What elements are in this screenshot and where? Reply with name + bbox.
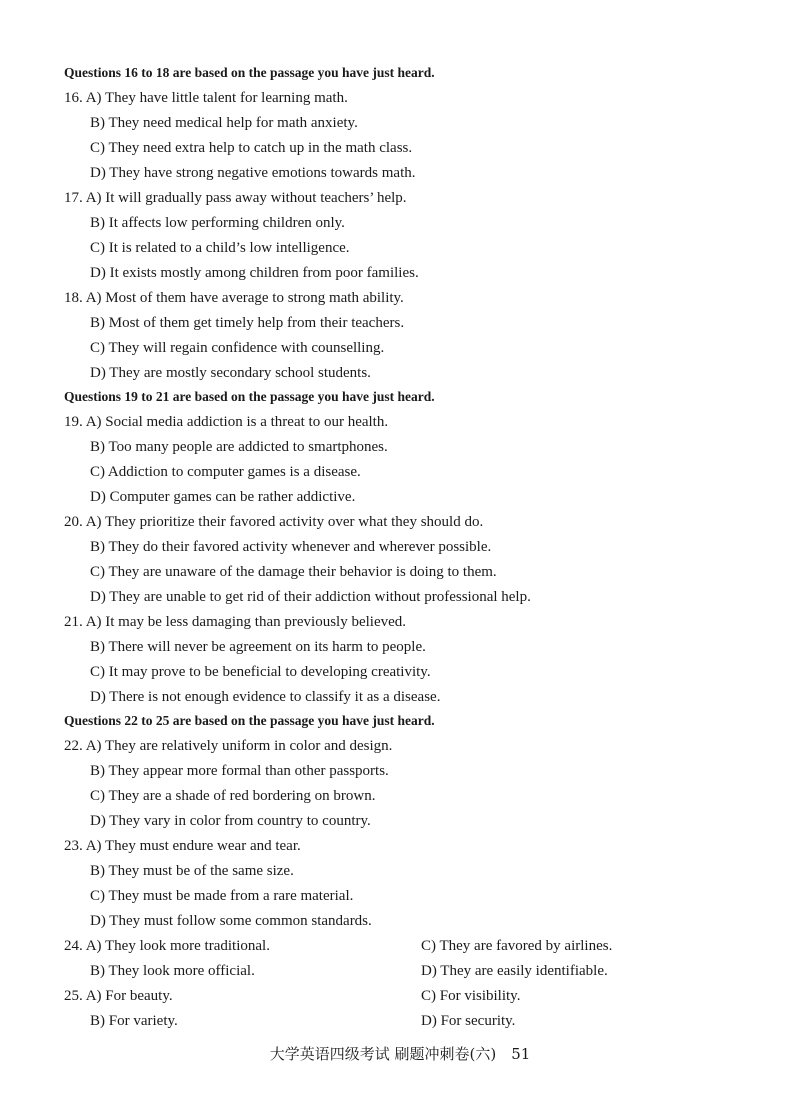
question-17-option-c: C) It is related to a child’s low intelligence. — [90, 240, 350, 256]
page-footer: 大学英语四级考试 刷题冲刺卷(六) 51 — [269, 1045, 531, 1063]
option-text: A) Social media addiction is a threat to our health. — [85, 414, 389, 430]
option-text: A) They have little talent for learning math. — [85, 90, 348, 106]
question-20-option-d: D) They are unable to get rid of their addiction without professional help. — [90, 589, 531, 605]
question-17-option-b: B) It affects low performing children only. — [90, 215, 345, 231]
question-25-option-b: B) For variety. — [90, 1013, 178, 1029]
option-text: A) They are relatively uniform in color and design. — [85, 738, 393, 754]
question-24-option-a: A) They look more traditional. — [85, 938, 270, 954]
question-number: 16. — [64, 90, 83, 106]
question-19-option-b: B) Too many people are addicted to smartphones. — [90, 439, 388, 455]
question-25-option-d: D) For security. — [421, 1013, 516, 1029]
option-text: A) Most of them have average to strong math ability. — [85, 290, 404, 306]
question-20-option-c: C) They are unaware of the damage their behavior is doing to them. — [90, 564, 497, 580]
question-18-option-a — [64, 289, 800, 307]
section-heading-19-21: Questions 19 to 21 are based on the passage you have just heard. — [64, 389, 435, 404]
question-25-option-a: A) For beauty. — [85, 988, 173, 1004]
question-24-row-1 — [64, 937, 800, 955]
question-number: 23. — [64, 838, 83, 854]
question-19-option-c: C) Addiction to computer games is a disease. — [90, 464, 361, 480]
question-number: 18. — [64, 290, 83, 306]
question-19-option-d: D) Computer games can be rather addictive. — [90, 489, 356, 505]
question-16-option-c: C) They need extra help to catch up in the math class. — [90, 140, 413, 156]
question-24-option-d: D) They are easily identifiable. — [421, 963, 608, 979]
question-17-option-a — [64, 189, 800, 207]
question-17-option-d: D) It exists mostly among children from poor families. — [90, 265, 419, 281]
question-number: 22. — [64, 738, 83, 754]
question-21-option-d: D) There is not enough evidence to classify it as a disease. — [90, 689, 441, 705]
question-23-option-c: C) They must be made from a rare material. — [90, 888, 354, 904]
question-21-option-a — [64, 613, 800, 631]
question-18-option-b: B) Most of them get timely help from their teachers. — [90, 315, 405, 331]
question-22-option-a — [64, 737, 800, 755]
question-23-option-d: D) They must follow some common standards. — [90, 913, 372, 929]
question-18-option-c: C) They will regain confidence with counselling. — [90, 340, 385, 356]
section-heading-22-25: Questions 22 to 25 are based on the passage you have just heard. — [64, 713, 435, 728]
question-16-option-a — [64, 89, 800, 107]
section-heading-16-18: Questions 16 to 18 are based on the passage you have just heard. — [64, 65, 435, 80]
question-19-option-a — [64, 413, 800, 431]
question-number: 17. — [64, 190, 83, 206]
question-number: 24. — [64, 938, 83, 954]
option-text: A) It will gradually pass away without teachers’ help. — [85, 190, 407, 206]
question-23-option-b: B) They must be of the same size. — [90, 863, 294, 879]
question-25-option-c: C) For visibility. — [421, 988, 521, 1004]
option-text: A) They prioritize their favored activity over what they should do. — [85, 514, 484, 530]
question-22-option-c: C) They are a shade of red bordering on brown. — [90, 788, 376, 804]
question-number: 20. — [64, 514, 83, 530]
question-24-row-2 — [90, 962, 800, 980]
question-23-option-a — [64, 837, 800, 855]
question-21-option-b: B) There will never be agreement on its harm to people. — [90, 639, 426, 655]
question-25-row-1 — [64, 987, 800, 1005]
question-20-option-a — [64, 513, 800, 531]
question-21-option-c: C) It may prove to be beneficial to developing creativity. — [90, 664, 431, 680]
question-24-option-c: C) They are favored by airlines. — [421, 938, 613, 954]
question-18-option-d: D) They are mostly secondary school students. — [90, 365, 371, 381]
question-16-option-d: D) They have strong negative emotions towards math. — [90, 165, 416, 181]
question-20-option-b: B) They do their favored activity whenever and wherever possible. — [90, 539, 492, 555]
question-24-option-b: B) They look more official. — [90, 963, 255, 979]
question-25-row-2 — [90, 1012, 800, 1030]
question-22-option-d: D) They vary in color from country to country. — [90, 813, 371, 829]
question-16-option-b: B) They need medical help for math anxiety. — [90, 115, 358, 131]
question-22-option-b: B) They appear more formal than other passports. — [90, 763, 389, 779]
question-number: 25. — [64, 988, 83, 1004]
question-number: 21. — [64, 614, 83, 630]
question-number: 19. — [64, 414, 83, 430]
option-text: A) They must endure wear and tear. — [85, 838, 301, 854]
option-text: A) It may be less damaging than previously believed. — [85, 614, 407, 630]
